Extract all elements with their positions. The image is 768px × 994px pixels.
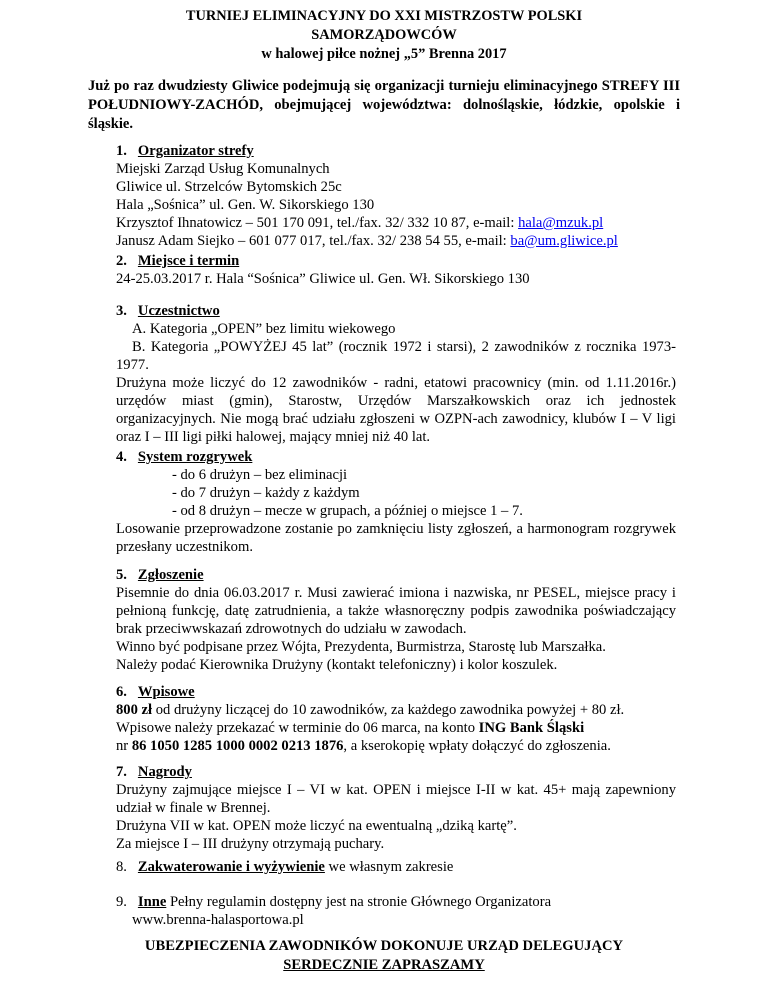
section-accommodation xyxy=(116,858,676,876)
section-title: Zakwaterowanie i wyżywienie xyxy=(137,859,325,875)
account-prefix: nr xyxy=(116,738,132,754)
section-title: Zgłoszenie xyxy=(137,567,204,583)
section-title: Inne xyxy=(137,894,167,910)
intro-paragraph: Już po raz dwudziesty Gliwice podejmują się organizacji turnieju eliminacyjnego STREFY III POŁUDNIOWY-ZACHÓD, obejmującej województwa: dolnośląskie, łódzkie, opolskie i śląskie. xyxy=(88,78,680,132)
category-b: B. Kategoria „POWYŻEJ 45 lat” (rocznik 1972 i starsi), 2 zawodników z rocznika 1973-1977. xyxy=(116,339,676,373)
system-item: - do 7 drużyn – każdy z każdym xyxy=(172,485,360,501)
other-text: Pełny regulamin dostępny jest na stronie Głównego Organizatora xyxy=(166,894,552,910)
application-text: Pisemnie do dnia 06.03.2017 r. Musi zawierać imiona i nazwiska, nr PESEL, miejsce pracy i pełnioną funkcję, datę zatrudnienia, a także własnoręczny podpis zawodnika poświadczający brak przeciwwskazań zdrowotnych do udziału w zawodach. xyxy=(116,585,676,637)
system-item: - od 8 drużyn – mecze w grupach, a później o miejsce 1 – 7. xyxy=(172,503,523,519)
footer-invitation: SERDECZNIE ZAPRASZAMY xyxy=(283,957,485,973)
document-footer xyxy=(0,937,768,975)
section-number: 3. xyxy=(116,303,127,319)
section-number: 4. xyxy=(116,449,127,465)
header-line-1: TURNIEJ ELIMINACYJNY DO XXI MISTRZOSTW POLSKI xyxy=(185,8,583,24)
bank-name: ING Bank Śląski xyxy=(478,720,585,736)
section-number: 6. xyxy=(116,684,127,700)
application-signature: Winno być podpisane przez Wójta, Prezydenta, Burmistrza, Starostę lub Marszałka. xyxy=(116,639,606,655)
header-line-2: SAMORZĄDOWCÓW xyxy=(311,27,457,43)
section-number: 7. xyxy=(116,764,127,780)
place-date-line: 24-25.03.2017 r. Hala “Sośnica” Gliwice ul. Gen. Wł. Sikorskiego 130 xyxy=(116,271,530,287)
category-a: A. Kategoria „OPEN” bez limitu wiekowego xyxy=(132,321,396,337)
section-number: 8. xyxy=(116,859,127,875)
prizes-wildcard: Drużyna VII w kat. OPEN może liczyć na ewentualną „dziką kartę”. xyxy=(116,818,517,834)
fee-amount: 800 zł xyxy=(116,702,153,718)
fee-text: od drużyny liczącej do 10 zawodników, za każdego zawodnika powyżej + 80 zł. xyxy=(152,702,625,718)
section-title: Miejsce i termin xyxy=(137,253,240,269)
footer-insurance: UBEZPIECZENIA ZAWODNIKÓW DOKONUJE URZĄD DELEGUJĄCY xyxy=(144,938,624,954)
section-title: Organizator strefy xyxy=(137,143,254,159)
section-title: Nagrody xyxy=(137,764,192,780)
application-manager: Należy podać Kierownika Drużyny (kontakt telefoniczny) i kolor koszulek. xyxy=(116,657,558,673)
document-header xyxy=(0,7,768,64)
system-draw: Losowanie przeprowadzone zostanie po zamknięciu listy zgłoszeń, a harmonogram rozgrywek przesłany uczestnikom. xyxy=(116,521,676,555)
section-system xyxy=(116,448,676,556)
header-line-3: w halowej piłce nożnej „5” Brenna 2017 xyxy=(261,46,507,62)
section-number: 5. xyxy=(116,567,127,583)
organizer-address: Gliwice ul. Strzelców Bytomskich 25c xyxy=(116,179,342,195)
section-organizer xyxy=(116,142,676,250)
participation-rules: Drużyna może liczyć do 12 zawodników - radni, etatowi pracownicy (min. od 1.11.2016r.) urzędów miast (gmin), Starostw, Urzędów Marszałkowskich oraz ich jednostek organizacyjnych. Nie mogą brać udziału zgłoszeni w OZPN-ach zawodnicy, klubów I – V ligi oraz I – III ligi piłki halowej, mający mniej niż 40 lat. xyxy=(116,375,676,445)
section-number: 9. xyxy=(116,894,127,910)
section-prizes xyxy=(116,763,676,853)
section-fee xyxy=(116,683,676,755)
email-link-2[interactable]: ba@um.gliwice.pl xyxy=(510,233,618,249)
accommodation-text: we własnym zakresie xyxy=(324,859,454,875)
contact-2: Janusz Adam Siejko – 601 077 017, tel./fax. 32/ 238 54 55, e-mail: xyxy=(116,233,511,249)
section-title: Wpisowe xyxy=(137,684,195,700)
prizes-cups: Za miejsce I – III drużyny otrzymają puchary. xyxy=(116,836,385,852)
account-number: 86 1050 1285 1000 0002 0213 1876 xyxy=(131,738,344,754)
website-url: www.brenna-halasportowa.pl xyxy=(132,912,304,928)
section-other xyxy=(116,893,676,929)
section-participation xyxy=(116,302,676,446)
section-number: 2. xyxy=(116,253,127,269)
contact-1: Krzysztof Ihnatowicz – 501 170 091, tel./fax. 32/ 332 10 87, e-mail: xyxy=(116,215,519,231)
section-title: System rozgrywek xyxy=(137,449,253,465)
organizer-hall: Hala „Sośnica” ul. Gen. W. Sikorskiego 130 xyxy=(116,197,375,213)
fee-transfer: Wpisowe należy przekazać w terminie do 06 marca, na konto xyxy=(116,720,479,736)
organizer-line: Miejski Zarząd Usług Komunalnych xyxy=(116,161,330,177)
system-item: - do 6 drużyn – bez eliminacji xyxy=(172,467,348,483)
section-place-date xyxy=(116,252,676,288)
section-application xyxy=(116,566,676,674)
email-link-1[interactable]: hala@mzuk.pl xyxy=(518,215,604,231)
prizes-text: Drużyny zajmujące miejsce I – VI w kat. OPEN i miejsce I-II w kat. 45+ mają zapewniony udział w finale w Brennej. xyxy=(116,782,676,816)
section-number: 1. xyxy=(116,143,127,159)
account-suffix: , a kserokopię wpłaty dołączyć do zgłoszenia. xyxy=(343,738,611,754)
section-title: Uczestnictwo xyxy=(137,303,220,319)
